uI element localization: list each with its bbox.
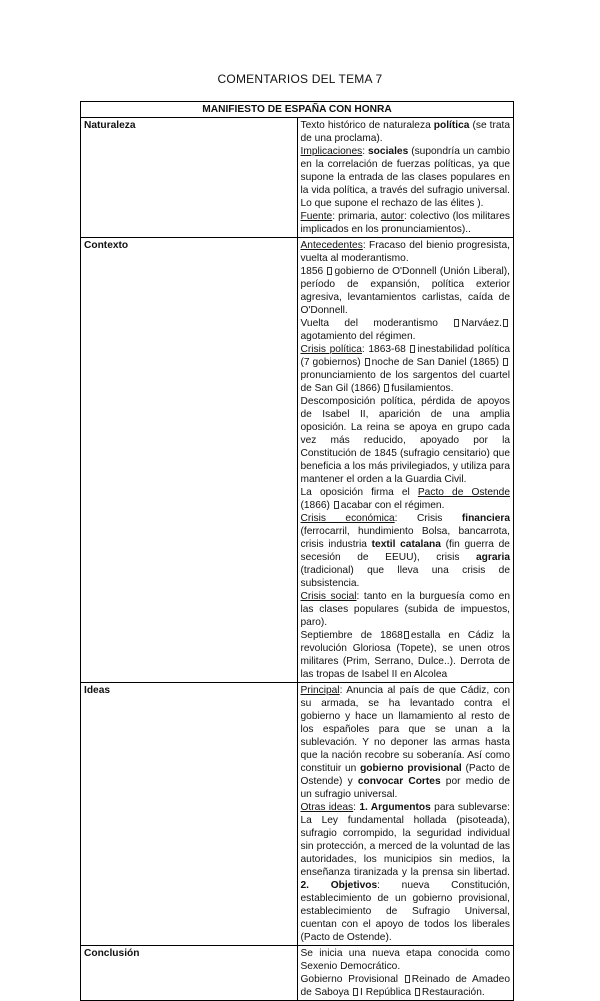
arrow-glyph-icon — [405, 975, 410, 983]
arrow-glyph-icon — [384, 384, 389, 392]
conclusion-sequence: Gobierno Provisional Reinado de Amadeo de Saboya I República Restauración. — [300, 974, 510, 998]
row-conclusion — [81, 946, 514, 1001]
label-naturaleza: Naturaleza — [81, 118, 298, 238]
contexto-content — [297, 238, 514, 683]
crisis-politica: Crisis política: 1863-68 inestabilidad política (7 gobiernos) noche de San Daniel (1865) pronunciamiento de los sargentos del cuartel de San Gil (1866) fusilamientos. — [300, 344, 511, 394]
implicaciones: Implicaciones: sociales (supondría un cambio en la correlación de fuerzas políticas, ya que supone la entrada de las clases populares en la vida política, a través del sufragio universal. Lo que supone el rechazo de las élites ). — [300, 146, 510, 209]
arrow-glyph-icon — [334, 501, 339, 509]
ideas-content — [297, 683, 514, 946]
arrow-glyph-icon — [404, 631, 409, 639]
crisis-economica: Crisis económica: Crisis financiera (ferrocarril, hundimiento Bolsa, bancarrota, crisis industria textil catalana (fin guerra de secesión de EEUU), crisis agraria (tradicional) que lleva una crisis de subsistencia. — [300, 513, 510, 589]
label-contexto: Contexto — [81, 238, 298, 683]
arrow-glyph-icon — [454, 319, 459, 327]
arrow-glyph-icon — [327, 267, 332, 275]
naturaleza-content — [297, 118, 514, 238]
table-title: MANIFIESTO DE ESPAÑA CON HONRA — [81, 102, 514, 118]
row-ideas — [81, 683, 514, 946]
fuente: Fuente: primaria, autor: colectivo (los militares implicados en los pronunciamientos).. — [300, 211, 510, 235]
idea-principal: Principal: Anuncia al país de que Cádiz, con su armada, se ha levantado contra el gobierno y hace un llamamiento al resto de los españoles para que se unan a la sublevación. Y no deponer las armas hasta que la nación recobre su soberanía. Así como constituir un gobierno provisional (Pacto de Ostende) y convocar Cortes por medio de un sufragio universal. — [300, 685, 510, 800]
arrow-glyph-icon — [410, 345, 415, 353]
line-1856: 1856 gobierno de O'Donnell (Unión Liberal), período de expansión, política exterior agresiva, levantamientos carlistas, caída de O'Donnell. — [300, 266, 510, 316]
otras-ideas: Otras ideas: 1. Argumentos para sublevarse: La Ley fundamental hollada (pisoteada), sufragio corrompido, la seguridad individual sin protección, a merced de la voluntad de las autoridades, los municipios sin medios, la enseñanza tiranizada y la prensa sin libertad. 2. Objetivos: nueva Constitución, establecimiento de un gobierno provisional, establecimiento de Sufragio Universal, cuentan con el apoyo de todos los liberales (Pacto de Ostende). — [300, 802, 511, 943]
row-naturaleza — [81, 118, 514, 238]
label-ideas: Ideas — [81, 683, 298, 946]
septiembre-1868: Septiembre de 1868 estalla en Cádiz la revolución Gloriosa (Topete), se unen otros militares (Prim, Serrano, Dulce..). Derrota de las tropas de Isabel II en Alcolea — [300, 630, 510, 680]
arrow-glyph-icon — [503, 358, 508, 366]
label-conclusion: Conclusión — [81, 946, 298, 1001]
antecedentes: Antecedentes: Fracaso del bienio progresista, vuelta al moderantismo. — [300, 240, 510, 264]
oposicion: La oposición firma el Pacto de Ostende (1866) acabar con el régimen. — [300, 487, 511, 511]
arrow-glyph-icon — [365, 358, 370, 366]
naturaleza-line: Texto histórico de naturaleza política (se trata de una proclama). — [300, 120, 511, 144]
conclusion-line: Se inicia una nueva etapa conocida como Sexenio Democrático. — [300, 948, 510, 972]
row-contexto — [81, 238, 514, 683]
page-title: COMENTARIOS DEL TEMA 7 — [217, 72, 383, 86]
conclusion-content — [297, 946, 514, 1001]
commentary-table — [80, 101, 514, 1001]
crisis-social: Crisis social: tanto en la burguesía como en las clases populares (subida de impuestos, paro). — [300, 591, 510, 628]
descomposicion: Descomposición política, pérdida de apoyos de Isabel II, aparición de una amplia oposición. La reina se apoya en grupo cada vez más reducido, apoyado por la Constitución de 1845 (sufragio censitario) que beneficia a los más privilegiados, y utiliza para mantener el orden a la Guardia Civil. — [300, 396, 511, 485]
arrow-glyph-icon — [415, 988, 420, 996]
arrow-glyph-icon — [353, 988, 358, 996]
arrow-glyph-icon — [503, 319, 508, 327]
vuelta-moderantismo: Vuelta del moderantismo Narváez.agotamiento del régimen. — [301, 317, 511, 343]
